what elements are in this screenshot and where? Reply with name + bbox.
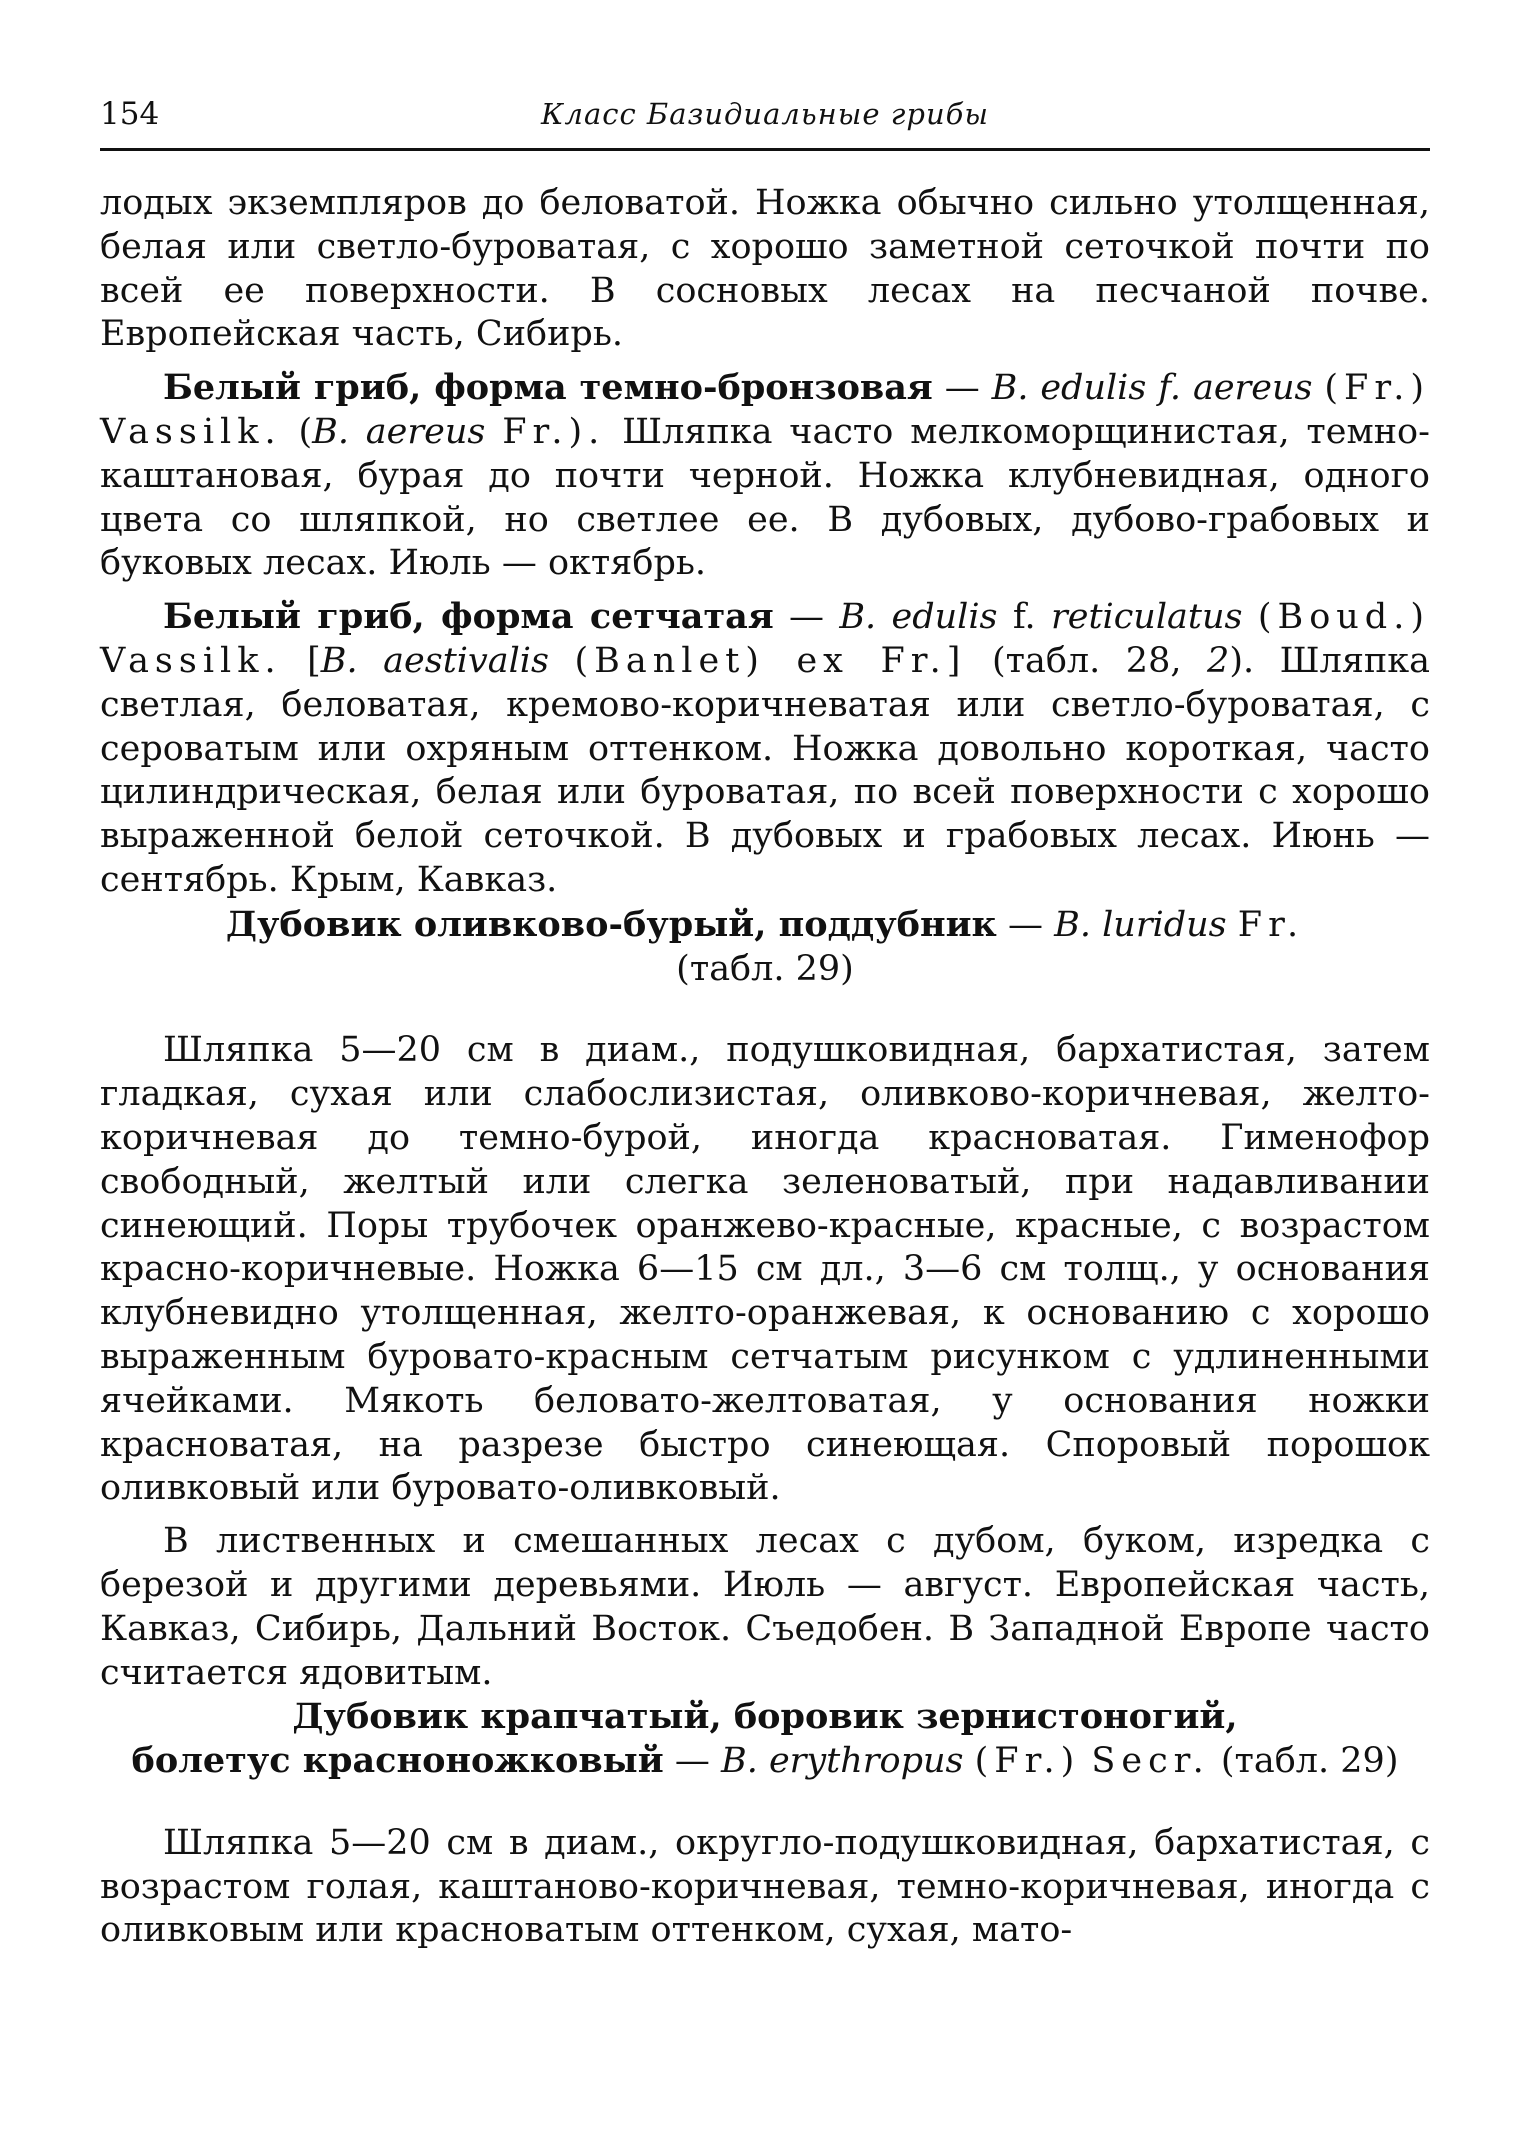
scientific-name: B. edulis f. aereus xyxy=(991,368,1313,409)
scientific-name: B. luridus xyxy=(1054,904,1227,945)
species-name: Белый гриб, форма сетчатая xyxy=(163,596,774,638)
page-header xyxy=(100,92,1430,151)
habitat-paragraph: В лиственных и смешанных лесах с дубом, буком, изредка с березой и другими деревьями. Июль — август. Европейская часть, Кавказ, Сибирь, Дальний Восток. Съедобен. В Западной Европе часто считается ядовитым. xyxy=(100,1521,1430,1693)
synonym: B. aereus xyxy=(312,411,486,452)
species-name: Дубовик крапчатый, боровик зернистоногий, xyxy=(292,1696,1238,1738)
paragraph-continuation: лодых экземпляров до беловатой. Ножка обычно сильно утолщенная, белая или светло-буроватая, с хорошо заметной сеточкой почти по всей ее поверхности. В сосновых лесах на песчаной почве. Европейская часть, Сибирь. xyxy=(100,183,1430,355)
page-content xyxy=(100,182,1430,1953)
author: Secr. xyxy=(1091,1741,1210,1782)
page-number: 154 xyxy=(100,96,160,132)
description-paragraph: Шляпка 5—20 см в диам., округло-подушковидная, бархатистая, с возрастом голая, каштаново-коричневая, темно-коричневая, иногда с оливковым или красноватым оттенком, сухая, мато- xyxy=(100,1822,1430,1951)
entry-edulis-reticulatus: Белый гриб, форма сетчатая — B. edulis f. reticulatus (Boud.) Vassilk. [B. aestivalis (Banlet) ex Fr.] (табл. 28, 2). Шляпка светлая, беловатая, кремово-коричневатая или светло-буроватая, с сероватым или охряным оттенком. Ножка довольно короткая, часто цилиндрическая, белая или буроватая, по всей поверхности с хорошо выраженной белой сеточкой. В дубовых и грабовых лесах. Июнь — сентябрь. Крым, Кавказ. xyxy=(100,596,1430,900)
scientific-name: B. erythropus xyxy=(720,1741,964,1782)
author: (Boud.) xyxy=(1257,597,1430,638)
section-heading-luridus: Дубовик оливково-бурый, поддубник — B. luridus Fr. (табл. 29) xyxy=(100,903,1430,992)
description-paragraph: Шляпка 5—20 см в диам., подушковидная, бархатистая, затем гладкая, сухая или слабослизистая, оливково-коричневая, желто-коричневая до темно-бурой, иногда красноватая. Гименофор свободный, желтый или слегка зеленоватый, при надавливании синеющий. Поры трубочек оранжево-красные, красные, с возрастом красно-коричневые. Ножка 6—15 см дл., 3—6 см толщ., у основания клубневидно утолщенная, желто-оранжевая, к основанию с хорошо выраженным буровато-красным сетчатым рисунком с удлиненными ячейками. Мякоть беловато-желтоватая, у основания ножки красноватая, на разрезе быстро синеющая. Споровый порошок оливковый или буровато-оливковый. xyxy=(100,1030,1430,1509)
plate-ref: (табл. 28, xyxy=(991,640,1182,681)
section-heading-erythropus: Дубовик крапчатый, боровик зернистоногий, болетус красноножковый — B. erythropus (Fr.) Secr. (табл. 29) xyxy=(100,1695,1430,1784)
author: (Banlet) ex Fr.] xyxy=(574,640,967,681)
author: Fr.). xyxy=(502,411,606,452)
author: (Fr.) xyxy=(1324,368,1430,409)
description: Шляпка светлая, беловатая, кремово-коричневатая или светло-буроватая, с сероватым или охряным оттенком. Ножка довольно короткая, часто цилиндрическая, белая или буроватая, по всей поверхности с хорошо выраженной белой сеточкой. В дубовых и грабовых лесах. Июнь — сентябрь. Крым, Кавказ. xyxy=(100,640,1430,900)
plate-ref: (табл. 29) xyxy=(1220,1741,1399,1782)
author: Vassilk. xyxy=(100,640,282,681)
scientific-name: reticulatus xyxy=(1051,597,1243,638)
author: Vassilk. xyxy=(100,411,282,452)
species-name: Белый гриб, форма темно-бронзовая xyxy=(163,367,933,409)
entry-edulis-aereus: Белый гриб, форма темно-бронзовая — B. edulis f. aereus (Fr.) Vassilk. (B. aereus Fr.). Шляпка часто мелкоморщинистая, темно-каштановая, бурая до почти черной. Ножка клубневидная, одного цвета со шляпкой, но светлее ее. В дубовых, дубово-грабовых и буковых лесах. Июль — октябрь. xyxy=(100,367,1430,584)
species-name: болетус красноножковый xyxy=(131,1740,664,1782)
description: Шляпка часто мелкоморщинистая, темно-каштановая, бурая до почти черной. Ножка клубневидная, одного цвета со шляпкой, но светлее ее. В дубовых, дубово-грабовых и буковых лесах. Июль — октябрь. xyxy=(100,411,1430,584)
author: Fr. xyxy=(1237,904,1305,945)
author: (Fr.) xyxy=(974,1741,1081,1782)
species-name: Дубовик оливково-бурый, поддубник xyxy=(225,903,997,945)
running-title: Класс Базидиальные грибы xyxy=(541,97,989,131)
scientific-name: B. edulis xyxy=(839,597,998,638)
synonym: B. aestivalis xyxy=(320,640,549,681)
plate-ref: (табл. 29) xyxy=(676,948,854,989)
